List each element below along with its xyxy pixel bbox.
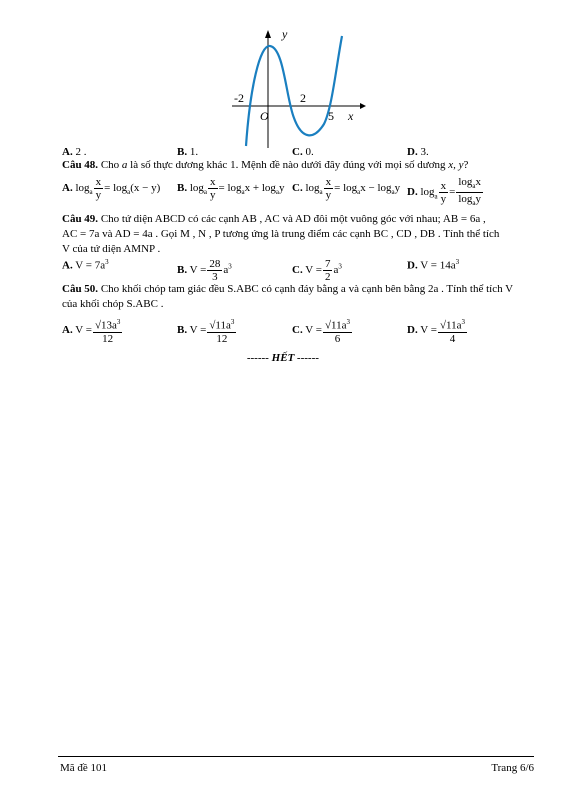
end-marker: ------ HẾT ------ [246, 352, 320, 364]
q47-option-b: B. 1. [177, 146, 199, 158]
q47-option-a: A. 2 . [62, 146, 87, 158]
origin-label: O [260, 109, 269, 123]
q50-option-c: C. V = $\frac{√11a^3}{6}$ [292, 318, 350, 345]
x-axis-arrow [360, 103, 366, 109]
q49-option-b: B. V = $\frac{28}{3}$ $a^3$ [177, 258, 232, 283]
cubic-curve [246, 36, 342, 146]
cubic-graph [232, 28, 372, 150]
y-axis-label: y [282, 28, 288, 41]
q48-option-b: B. $\log_a$ $\frac{x}{y}$ = $\log_ax + \log_ay$ [177, 176, 285, 201]
tick-label-2: 2 [300, 91, 306, 105]
q47-options [62, 146, 522, 158]
q49-option-a: A. $V = 7a^3$ [62, 258, 109, 272]
q49-stem: Câu 49. Cho tứ diện ABCD có các cạnh AB , AC và AD đôi một vuông góc với nhau; AB = 6a , AC = 7a và AD = 4a . Gọi M , N , P tương ứng là trung điểm các cạnh BC , CD , DB . Tính thể tích V của tứ diện AMNP . [62, 213, 500, 255]
q48-option-d: D. $\log_a$ $\frac{x}{y}$ = $\frac{\log_ax}{\log_ay}$ [407, 176, 482, 208]
q50-option-a: A. V = $\frac{√13a^3}{12}$ [62, 318, 121, 345]
footer-page-number: Trang 6/6 [491, 762, 534, 774]
x-axis-label: x [348, 109, 354, 123]
q48-option-c: C. $\log_a$ $\frac{x}{y}$ = $\log_ax - \log_ay$ [292, 176, 401, 201]
q50-option-d: D. V = $\frac{√11a^3}{4}$ [407, 318, 465, 345]
q49-option-c: C. V = $\frac{7}{2}$ $a^3$ [292, 258, 342, 283]
tick-label-neg2: -2 [234, 91, 244, 105]
y-axis-arrow [265, 30, 271, 38]
q49-option-d: D. $V = 14a^3$ [407, 258, 460, 272]
q50-options [62, 316, 522, 345]
footer-divider [58, 756, 534, 757]
q48-option-a: A. $\log_a$ $\frac{x}{y}$ = $\log_a(x - y)$ [62, 176, 161, 201]
q47-option-c: C. 0. [292, 146, 314, 158]
q48-stem: Câu 48. Cho a là số thực dương khác 1. Mệnh đề nào dưới đây đúng với mọi số dương x, y? [62, 159, 469, 171]
q50-option-b: B. V = $\frac{√11a^3}{12}$ [177, 318, 235, 345]
q50-stem: Câu 50. Cho khối chóp tam giác đều S.ABC có cạnh đáy bằng a và cạnh bên bằng 2a . Tính thể tích V của khối chóp S.ABC . [62, 283, 514, 310]
footer-exam-code: Mã đề 101 [60, 762, 108, 774]
q48-options [62, 176, 522, 209]
q47-option-d: D. 3. [407, 146, 429, 158]
tick-label-5: 5 [328, 109, 334, 123]
q49-options [62, 258, 522, 283]
